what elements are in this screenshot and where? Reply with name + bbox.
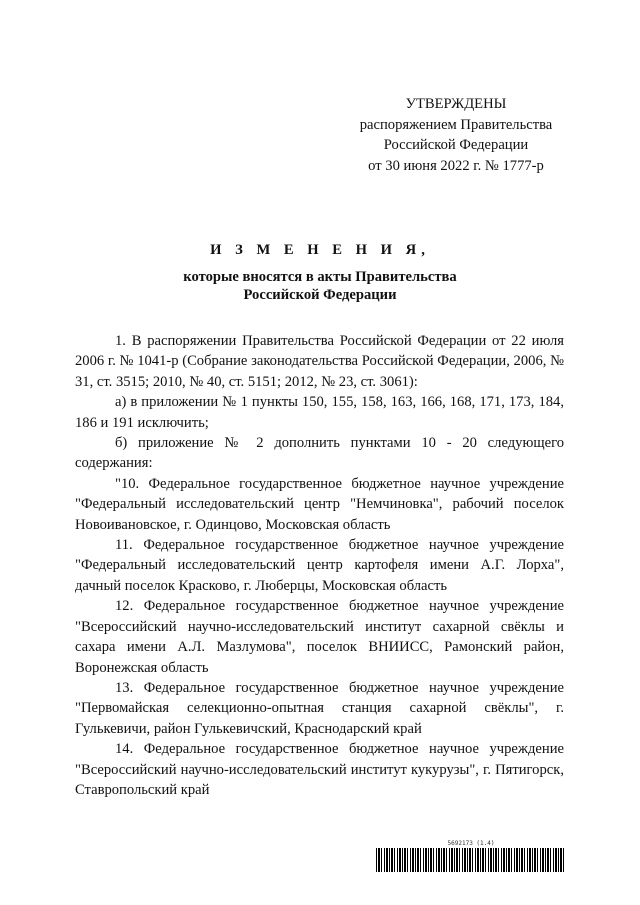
document-heading	[60, 240, 580, 304]
paragraph: б) приложение № 2 дополнить пунктами 10 - 20 следующего содержания:	[75, 435, 564, 472]
document-title: И З М Е Н Е Н И Я,	[210, 242, 430, 258]
paragraph: 1. В распоряжении Правительства Российской Федерации от 22 июля 2006 г. № 1041-р (Собрание законодательства Российской Федерации, 2006, № 31, ст. 3515; 2010, № 40, ст. 5151; 2012, № 23, ст. 3061):	[75, 333, 564, 390]
barcode	[376, 840, 566, 872]
subtitle-line: Российской Федерации	[243, 287, 397, 303]
paragraph: 14. Федеральное государственное бюджетное научное учреждение "Всероссийский научно-исследовательский институт кукурузы", г. Пятигорск, Ставропольский край	[75, 741, 564, 798]
paragraph: "10. Федеральное государственное бюджетное научное учреждение "Федеральный исследовательский центр "Немчиновка", рабочий поселок Новоивановское, г. Одинцово, Московская область	[75, 475, 564, 533]
subtitle-line: которые вносятся в акты Правительства	[183, 269, 457, 285]
barcode-number: 5692173 (1.4)	[447, 840, 495, 847]
paragraph: а) в приложении № 1 пункты 150, 155, 158, 163, 166, 168, 171, 173, 184, 186 и 191 исключить;	[75, 394, 564, 431]
approval-date: от 30 июня 2022 г. № 1777-р	[368, 157, 544, 174]
document-body	[75, 331, 564, 800]
approval-line: Российской Федерации	[383, 137, 529, 153]
paragraph: 12. Федеральное государственное бюджетное научное учреждение "Всероссийский научно-исследовательский институт сахарной свёклы и сахара имени А.Л. Мазлумова", поселок ВНИИСС, Рамонский район, Воронежская область	[75, 598, 564, 676]
paragraph: 13. Федеральное государственное бюджетное научное учреждение "Первомайская селекционно-опытная станция сахарной свёклы", г. Гулькевичи, район Гулькевичский, Краснодарский край	[75, 679, 564, 737]
approval-line: распоряжением Правительства	[359, 116, 553, 133]
document-subtitle	[60, 268, 580, 304]
approval-title: УТВЕРЖДЕНЫ	[405, 96, 507, 112]
barcode-bars	[376, 848, 566, 872]
paragraph: 11. Федеральное государственное бюджетное научное учреждение "Федеральный исследовательский центр картофеля имени А.Г. Лорха", дачный поселок Красково, г. Люберцы, Московская область	[75, 537, 564, 594]
approval-stamp	[336, 94, 576, 176]
